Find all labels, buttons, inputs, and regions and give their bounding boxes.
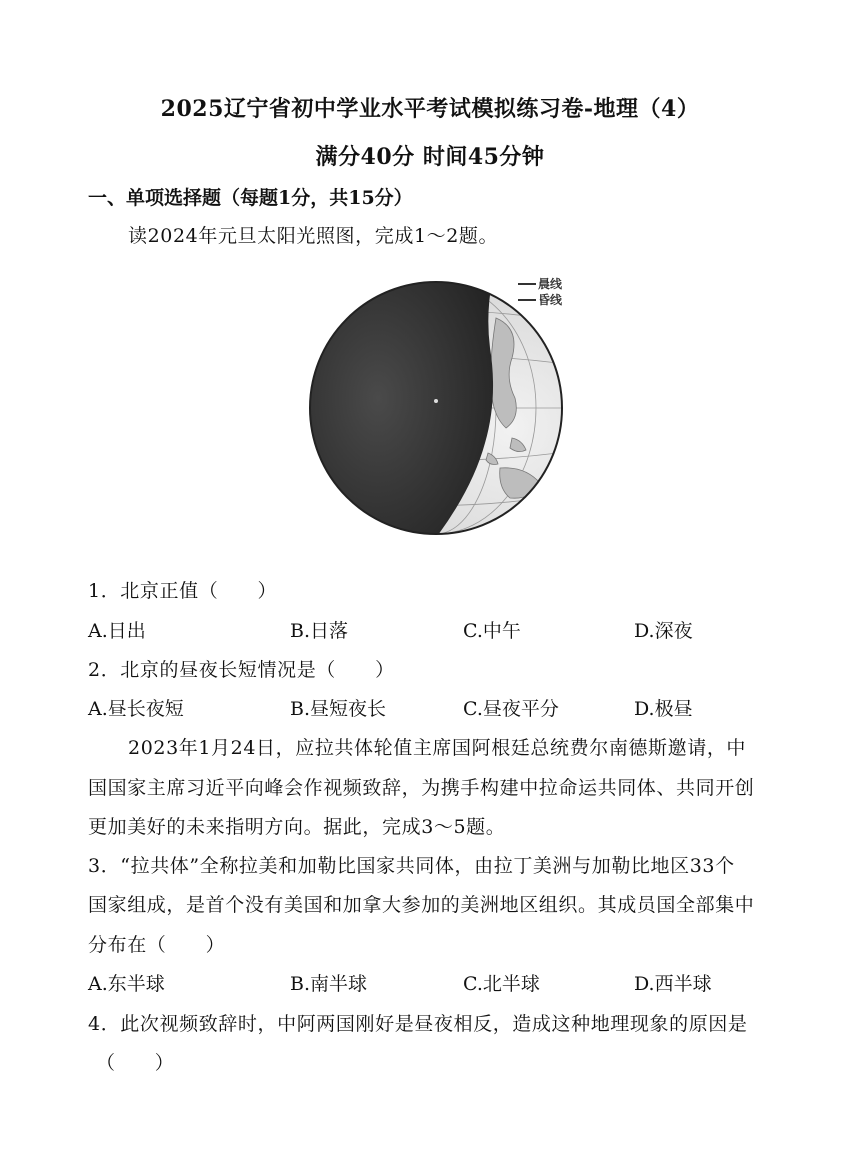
passage-line: 国国家主席习近平向峰会作视频致辞，为携手构建中拉命运共同体、共同开创 — [88, 777, 755, 799]
q3-option-c[interactable]: C.北半球 — [463, 973, 540, 995]
document-title: 2025辽宁省初中学业水平考试模拟练习卷-地理（4） — [160, 96, 700, 122]
figure-legend — [518, 276, 563, 307]
q3-option-a[interactable]: A.东半球 — [88, 973, 165, 995]
question-4-line: 4．此次视频致辞时，中阿两国刚好是昼夜相反，造成这种地理现象的原因是 — [88, 1013, 748, 1035]
question-2-stem: 2．北京的昼夜长短情况是（ ） — [88, 659, 395, 681]
q1-option-a[interactable]: A.日出 — [88, 620, 146, 642]
q2-option-d[interactable]: D.极昼 — [634, 698, 693, 720]
q2-option-c[interactable]: C.昼夜平分 — [463, 698, 559, 720]
question-3-line: 国家组成，是首个没有美国和加拿大参加的美洲地区组织。其成员国全部集中 — [88, 894, 755, 916]
legend-dawn-line: 晨线 — [538, 277, 563, 291]
section-heading: 一、单项选择题（每题1分，共15分） — [88, 187, 413, 209]
q1-option-d[interactable]: D.深夜 — [634, 620, 693, 642]
sunlight-globe-figure — [300, 268, 580, 558]
document-subtitle: 满分40分 时间45分钟 — [315, 144, 545, 170]
section-intro: 读2024年元旦太阳光照图，完成1～2题。 — [128, 225, 499, 247]
question-4-line: （ ） — [96, 1052, 175, 1074]
q1-option-b[interactable]: B.日落 — [290, 620, 349, 642]
q3-option-d[interactable]: D.西半球 — [634, 973, 712, 995]
q3-option-b[interactable]: B.南半球 — [290, 973, 368, 995]
q2-option-b[interactable]: B.昼短夜长 — [290, 698, 387, 720]
question-3-line: 3．“拉共体”全称拉美和加勒比国家共同体，由拉丁美洲与加勒比地区33个 — [88, 855, 735, 877]
legend-dusk-line: 昏线 — [538, 293, 563, 307]
q1-option-c[interactable]: C.中午 — [463, 620, 521, 642]
q2-option-a[interactable]: A.昼长夜短 — [88, 698, 184, 720]
passage-line: 2023年1月24日，应拉共体轮值主席国阿根廷总统费尔南德斯邀请，中 — [128, 737, 747, 759]
question-3-line: 分布在（ ） — [88, 934, 226, 956]
question-1-stem: 1．北京正值（ ） — [88, 580, 278, 602]
passage-line: 更加美好的未来指明方向。据此，完成3～5题。 — [88, 816, 506, 838]
